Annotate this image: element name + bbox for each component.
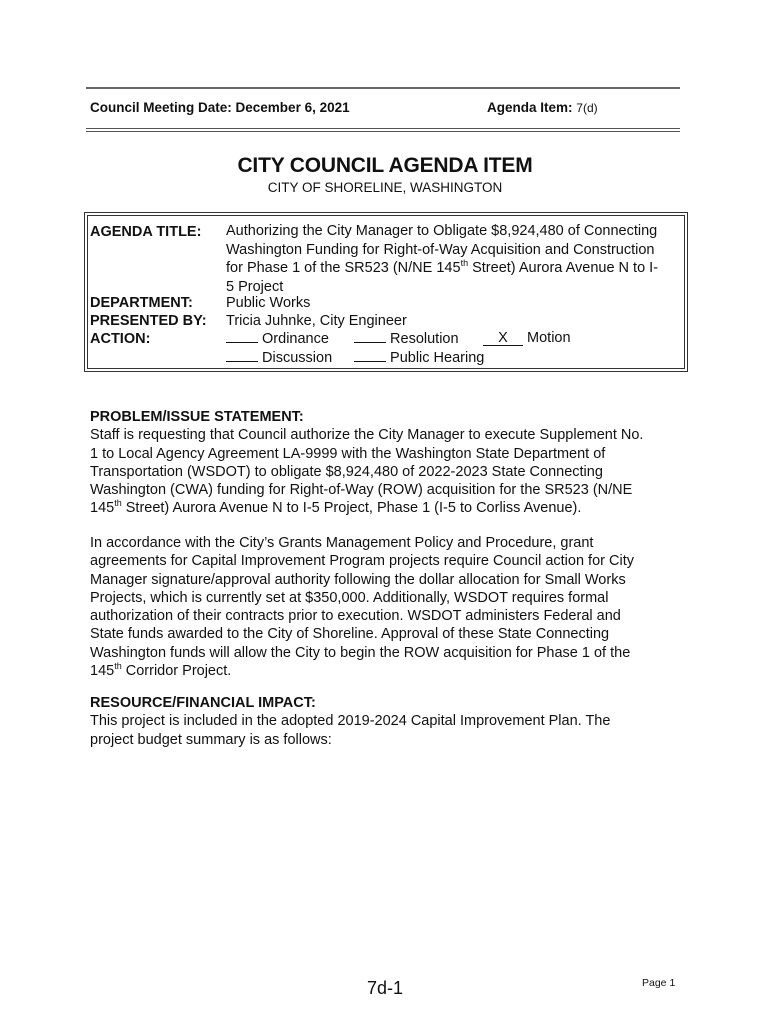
meeting-date-value: December 6, 2021 [235,100,350,115]
action-option-resolution [354,330,459,347]
blank-line [354,349,386,362]
line-part: 145 [90,500,115,517]
paragraph-line: Projects, which is currently set at $350,000. Additionally, WSDOT requires formal [90,589,609,606]
action-option-label: Motion [527,330,571,346]
page-number: Page 1 [642,977,676,989]
header-rule-2 [86,131,680,132]
action-option-label: Resolution [390,331,459,347]
problem-statement-section [90,408,690,518]
paragraph-line: Transportation (WSDOT) to obligate $8,924,480 of 2022-2023 State Connecting [90,463,603,480]
header-rule-1 [86,128,680,129]
agenda-title-line: 5 Project [226,278,284,295]
agenda-item-value: 7(d) [576,101,598,115]
paragraph-line: authorization of their contracts prior to execution. WSDOT administers Federal and [90,608,621,625]
action-option-label: Public Hearing [390,350,485,366]
financial-impact-section [90,694,690,749]
action-option-label: Discussion [262,350,333,366]
meeting-date [90,100,350,115]
agenda-title-line3a: for Phase 1 of the SR523 (N/NE 145 [226,260,461,276]
selected-mark: X [483,331,523,346]
line-part: 145 [90,663,115,680]
meeting-date-label: Council Meeting Date: [90,100,232,115]
department-value: Public Works [226,295,311,311]
agenda-title-text [226,222,686,296]
superscript: th [114,661,122,672]
paragraph-line: Washington (CWA) funding for Right-of-Way (ROW) acquisition for the SR523 (N/NE [90,482,633,499]
line-part: Corridor Project. [121,663,232,680]
agenda-title-line: Authorizing the City Manager to Obligate $8,924,480 of Connecting [226,223,658,239]
financial-impact-heading: RESOURCE/FINANCIAL IMPACT: [90,695,316,711]
paragraph-line: Washington funds will allow the City to begin the ROW acquisition for Phase 1 of the [90,644,631,661]
policy-paragraph [90,534,690,680]
agenda-title-line: Washington Funding for Right-of-Way Acquisition and Construction [226,241,655,258]
paragraph-line: project budget summary is as follows: [90,731,332,748]
blank-line [226,349,258,362]
action-option-motion [483,330,571,346]
page-code: 7d-1 [366,978,404,998]
paragraph-line [90,499,690,517]
paragraph-line: This project is included in the adopted 2019-2024 Capital Improvement Plan. The [90,713,611,730]
action-option-public-hearing [354,349,484,366]
blank-line [226,330,258,343]
action-label: ACTION: [90,331,151,347]
superscript: th [114,498,122,509]
agenda-item-label: Agenda Item: [487,100,573,115]
paragraph-line: State funds awarded to the City of Shoreline. Approval of these State Connecting [90,626,610,643]
agenda-title-line3b: Street) Aurora Avenue N to I- [468,260,659,276]
department-label: DEPARTMENT: [90,295,193,311]
action-option-discussion [226,349,332,366]
header-top-rule [86,87,680,89]
paragraph-line: agreements for Capital Improvement Program projects require Council action for City [90,553,634,570]
presented-by-value: Tricia Juhnke, City Engineer [226,313,407,329]
page-subtitle: CITY OF SHORELINE, WASHINGTON [267,180,503,195]
paragraph-line [90,662,690,680]
agenda-title-line [226,259,686,278]
agenda-title-label: AGENDA TITLE: [90,224,202,240]
paragraph-line: In accordance with the City’s Grants Management Policy and Procedure, grant [90,535,594,551]
page-title: CITY COUNCIL AGENDA ITEM [237,154,533,177]
paragraph-line: Manager signature/approval authority following the dollar allocation for Small Works [90,571,626,588]
blank-line [354,330,386,343]
action-option-ordinance [226,330,329,347]
superscript: th [460,258,469,269]
paragraph-line: Staff is requesting that Council authorize the City Manager to execute Supplement No. [90,427,644,444]
action-option-label: Ordinance [262,331,329,347]
agenda-item [487,100,598,115]
line-part: Street) Aurora Avenue N to I-5 Project, Phase 1 (I-5 to Corliss Avenue). [121,500,582,517]
problem-statement-heading: PROBLEM/ISSUE STATEMENT: [90,409,304,425]
paragraph-line: 1 to Local Agency Agreement LA-9999 with the Washington State Department of [90,445,606,462]
presented-by-label: PRESENTED BY: [90,313,207,329]
